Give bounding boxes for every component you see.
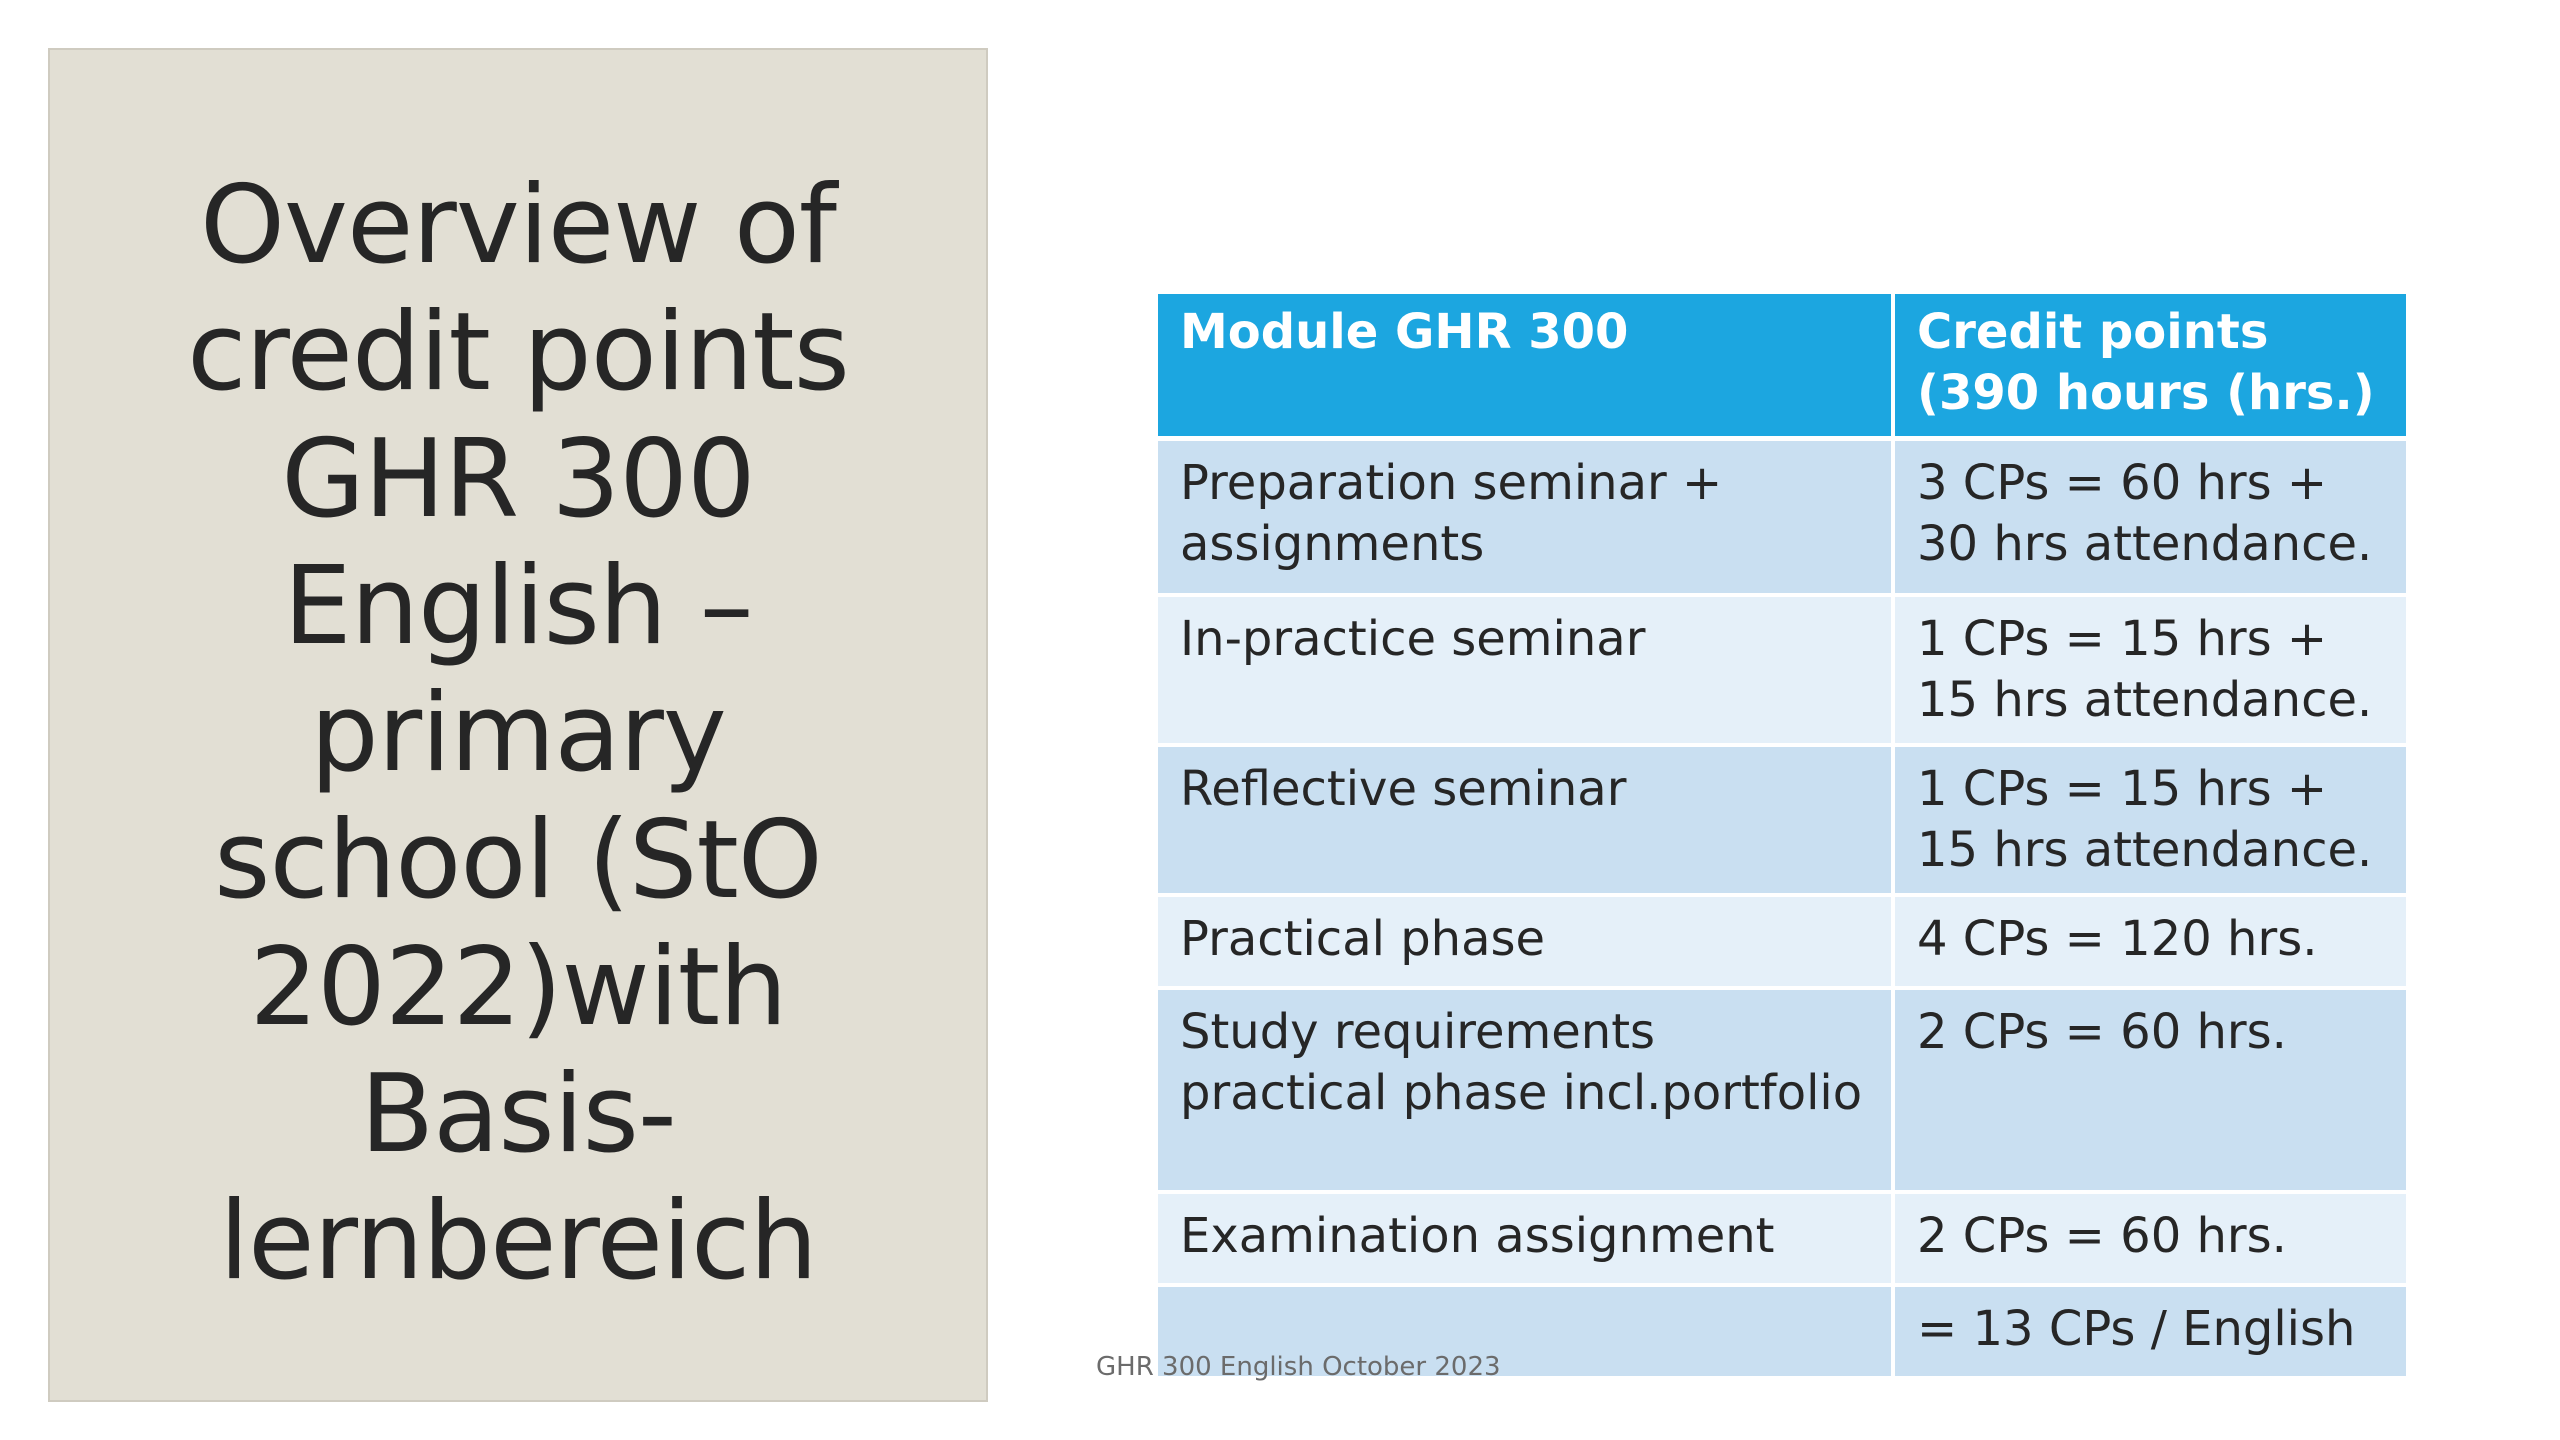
- table-row: [1158, 1194, 2406, 1287]
- credit-points-table: [1158, 294, 2406, 1380]
- table-row: [1158, 897, 2406, 990]
- credit-cell: 1 CPs = 15 hrs + 15 hrs attendance.: [1895, 597, 2406, 747]
- table-header-row: [1158, 294, 2406, 441]
- title-line: 2022)with: [249, 925, 787, 1050]
- title-line: primary: [310, 671, 726, 796]
- table-row: [1158, 990, 2406, 1194]
- credit-cell: 1 CPs = 15 hrs + 15 hrs attendance.: [1895, 747, 2406, 897]
- slide-footer: GHR 300 English October 2023: [1096, 1352, 1501, 1382]
- module-cell: Study requirements practical phase incl.portfolio: [1158, 990, 1895, 1194]
- header-credit-points: Credit points (390 hours (hrs.): [1895, 294, 2406, 441]
- title-line: school (StO: [214, 798, 822, 923]
- slide-title: [138, 162, 898, 1305]
- credit-cell: 2 CPs = 60 hrs.: [1895, 1194, 2406, 1287]
- table-row: [1158, 597, 2406, 747]
- header-module: Module GHR 300: [1158, 294, 1895, 441]
- module-cell: Preparation seminar + assignments: [1158, 441, 1895, 597]
- table-row: [1158, 747, 2406, 897]
- title-line: lernbereich: [219, 1179, 817, 1304]
- module-cell: Examination assignment: [1158, 1194, 1895, 1287]
- table-row: [1158, 441, 2406, 597]
- title-line: credit points: [187, 290, 849, 415]
- module-cell: In-practice seminar: [1158, 597, 1895, 747]
- total-credit-cell: = 13 CPs / English: [1895, 1287, 2406, 1380]
- title-line: Overview of: [200, 163, 836, 288]
- credit-cell: 2 CPs = 60 hrs.: [1895, 990, 2406, 1194]
- title-panel: [48, 48, 988, 1402]
- module-cell: Practical phase: [1158, 897, 1895, 990]
- title-line: Basis-: [360, 1052, 676, 1177]
- module-cell: Reflective seminar: [1158, 747, 1895, 897]
- title-line: English –: [283, 544, 753, 669]
- credit-cell: 4 CPs = 120 hrs.: [1895, 897, 2406, 990]
- credit-cell: 3 CPs = 60 hrs + 30 hrs attendance.: [1895, 441, 2406, 597]
- title-line: GHR 300: [281, 417, 755, 542]
